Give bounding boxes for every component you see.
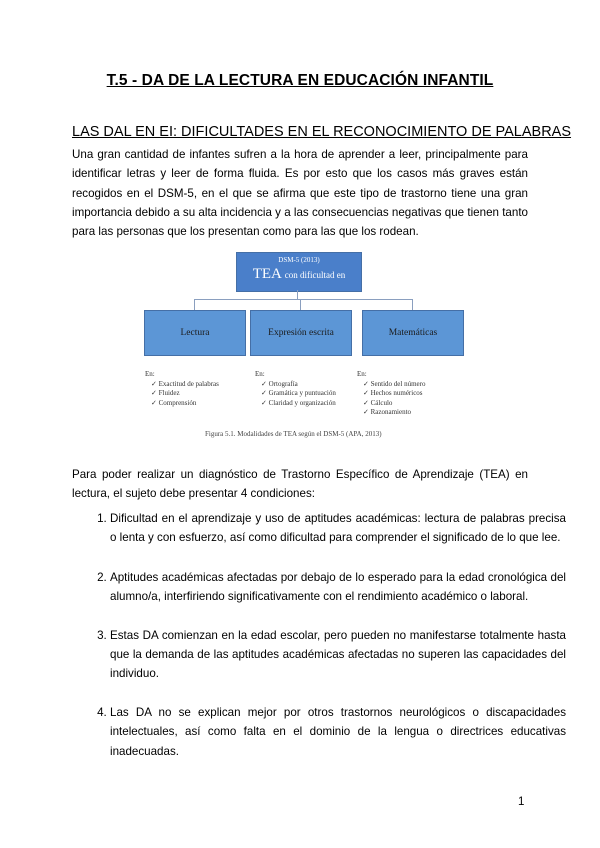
list-item: ✓ Sentido del número (363, 379, 426, 388)
diagram-box-expresion: Expresión escrita (250, 310, 352, 356)
condition-item: 1. Dificultad en el aprendizaje y uso de aptitudes académicas: lectura de palabras precisa o lenta y con esfuerzo, así como dificultad para comprender el significado de lo que lee. (110, 509, 566, 548)
list-item: ✓ Fluidez (151, 389, 180, 397)
section-heading: LAS DAL EN EI: DIFICULTADES EN EL RECONOCIMIENTO DE PALABRAS (72, 124, 572, 140)
condition-item: 4. Las DA no se explican mejor por otros trastornos neurológicos o discapacidades intelectuales, así como falta en el dominio de la lengua o directrices educativas inadecuadas. (110, 703, 566, 761)
diagram-root-suffix: con dificultad en (284, 270, 346, 280)
list-item: ✓ Exactitud de palabras (151, 379, 219, 388)
conditions-intro: Para poder realizar un diagnóstico de Trastorno Específico de Aprendizaje (TEA) en lectura, el sujeto debe presentar 4 condiciones: (72, 468, 528, 501)
diagram-root-main: TEA (252, 266, 282, 282)
list-item: ✓ Comprensión (151, 398, 197, 407)
diagram-root-title (237, 265, 361, 284)
diagram-list-matematicas (357, 370, 425, 418)
condition-item: 3. Estas DA comienzan en la edad escolar, pero pueden no manifestarse totalmente hasta que la demanda de las aptitudes académicas afectadas no superen las capacidades del individuo. (110, 626, 566, 684)
diagram-root-box (236, 252, 362, 292)
list-item: ✓ Claridad y organización (261, 398, 336, 407)
diagram-box-lectura: Lectura (144, 310, 246, 356)
connector-horizontal (194, 299, 413, 300)
list-item: ✓ Ortografía (261, 379, 298, 388)
page-title: T.5 - DA DE LA LECTURA EN EDUCACIÓN INFANTIL (106, 72, 494, 89)
list-item: ✓ Razonamiento (363, 408, 412, 416)
list-head: En: (357, 370, 367, 378)
diagram-root-subtitle: DSM-5 (2013) (278, 256, 320, 264)
connector-left (194, 299, 195, 310)
figure-caption: Figura 5.1. Modalidades de TEA según el DSM-5 (APA, 2013) (205, 430, 382, 438)
connector-middle (300, 299, 301, 310)
diagram-box-matematicas: Matemáticas (362, 310, 464, 356)
list-head: En: (145, 370, 155, 378)
list-head: En: (255, 370, 265, 378)
intro-paragraph: Una gran cantidad de infantes sufren a la hora de aprender a leer, principalmente para identificar letras y leer de forma fluida. Es por esto que los casos más graves están recogidos en el DSM-5, en el que se afirma que este tipo de trastorno tiene una gran importancia debido a su alta incidencia y a las consecuencias negativas que tienen tanto para las personas que los presentan como para las que los rodean. (72, 148, 528, 239)
diagram-list-expresion (255, 370, 336, 408)
list-item: ✓ Hechos numéricos (363, 389, 423, 397)
conditions-list (72, 509, 566, 780)
list-item: ✓ Gramática y puntuación (261, 389, 336, 397)
connector-right (412, 299, 413, 310)
list-item: ✓ Cálculo (363, 398, 393, 407)
condition-item: 2. Aptitudes académicas afectadas por debajo de lo esperado para la edad cronológica del alumno/a, interfiriendo significativamente con el rendimiento académico o laboral. (110, 568, 566, 607)
page-number: 1 (518, 796, 525, 808)
diagram-list-lectura (145, 370, 219, 408)
